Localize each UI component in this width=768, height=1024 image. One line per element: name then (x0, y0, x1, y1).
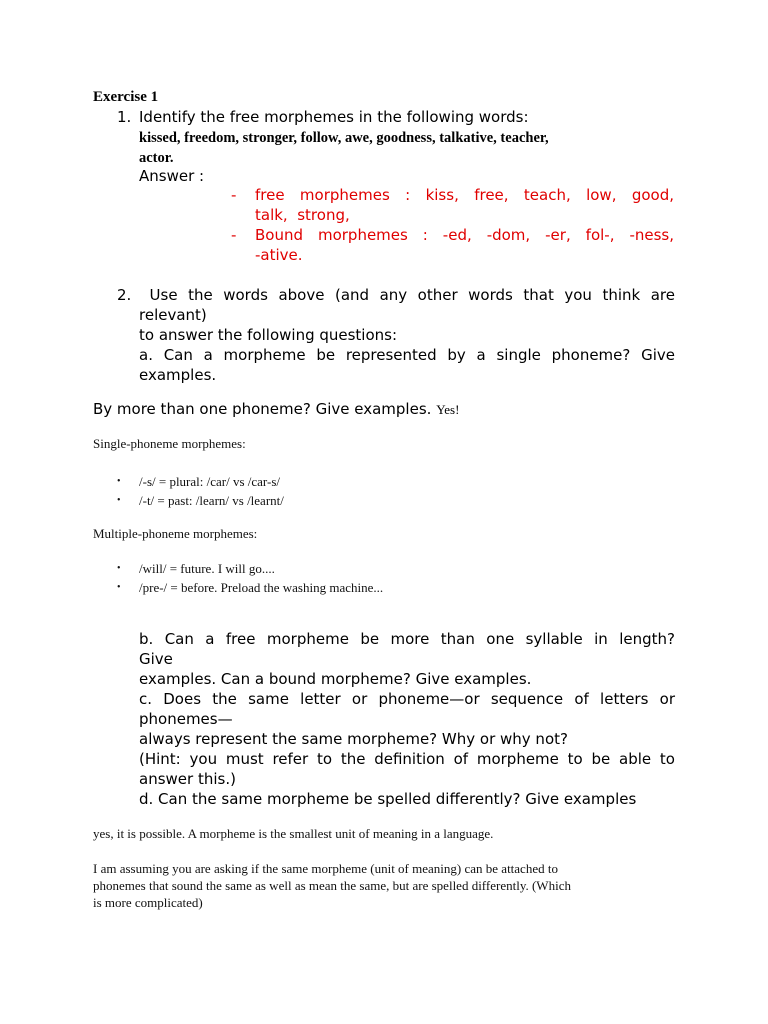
single-phoneme-heading: Single-phoneme morphemes: (93, 436, 246, 451)
question-c-line-4: (Hint: you must refer to the definition of morpheme to be able to (139, 750, 675, 768)
bullet-icon: • (117, 476, 121, 487)
questions-b-c-d (139, 629, 675, 809)
multiple-phoneme-heading: Multiple-phoneme morphemes: (93, 526, 258, 541)
dash-marker: - (231, 226, 237, 244)
bullet-icon: • (117, 495, 121, 506)
question-c-line-3: always represent the same morpheme? Why or why not? (139, 730, 568, 748)
question-2-line-2: relevant) (139, 306, 207, 324)
question-d-line-1: d. Can the same morpheme be spelled differently? Give examples (139, 790, 637, 808)
dash-marker: - (231, 186, 237, 204)
answer-paragraph-2 (93, 860, 683, 911)
list-item-text: /-t/ = past: /learn/ vs /learnt/ (139, 493, 284, 508)
answer-item-free (231, 185, 674, 225)
answer-item-bound (231, 225, 674, 265)
list-item (117, 491, 284, 510)
question-1-word-list (139, 128, 659, 168)
answer-paragraph-2-line-2: phonemes that sound the same as well as mean the same, but are spelled differently. (Which (93, 878, 571, 893)
question-2-line-1: Use the words above (and any other words that you think are (139, 286, 675, 304)
question-2-line-4: a. Can a morpheme be represented by a single phoneme? Give (139, 346, 675, 364)
answer-paragraph-2-line-1: I am assuming you are asking if the same morpheme (unit of meaning) can be attached to (93, 861, 558, 876)
by-more-question-text: By more than one phoneme? Give examples. (93, 400, 432, 418)
list-item (117, 578, 383, 597)
answer-free-line-2: talk, strong, (255, 206, 350, 224)
answer-bound-line-2: -ative. (255, 246, 303, 264)
exercise-title: Exercise 1 (93, 89, 159, 105)
question-c-line-2: phonemes— (139, 710, 233, 728)
question-b-line-2: Give (139, 650, 173, 668)
answer-label: Answer : (139, 167, 205, 185)
question-2 (117, 285, 675, 385)
question-2-line-3: to answer the following questions: (139, 326, 398, 344)
question-1-text: Identify the free morphemes in the following words: (139, 108, 529, 126)
by-more-question (93, 400, 459, 418)
multiple-phoneme-list (117, 559, 383, 597)
list-item (117, 472, 284, 491)
answer-paragraph-2-line-3: is more complicated) (93, 895, 203, 910)
question-2-line-5: examples. (139, 366, 217, 384)
bullet-icon: • (117, 582, 121, 593)
list-item-text: /will/ = future. I will go.... (139, 561, 275, 576)
answer-paragraph-1: yes, it is possible. A morpheme is the smallest unit of meaning in a language. (93, 826, 494, 841)
question-c-line-1: c. Does the same letter or phoneme—or sequence of letters or (139, 690, 675, 708)
question-2-number: 2. (117, 286, 132, 304)
question-c-line-5: answer this.) (139, 770, 236, 788)
list-item-text: /-s/ = plural: /car/ vs /car-s/ (139, 474, 281, 489)
question-b-line-1: b. Can a free morpheme be more than one syllable in length? (139, 630, 675, 648)
question-1-answer-list (231, 185, 674, 265)
list-item (117, 559, 383, 578)
answer-bound-line-1: Bound morphemes : -ed, -dom, -er, fol-, -ness, (255, 226, 674, 244)
bullet-icon: • (117, 563, 121, 574)
word-list-line-1: kissed, freedom, stronger, follow, awe, goodness, talkative, teacher, (139, 130, 549, 146)
by-more-answer: Yes! (436, 402, 460, 417)
question-1-number: 1. (117, 108, 132, 126)
answer-free-line-1: free morphemes : kiss, free, teach, low, good, (255, 186, 674, 204)
list-item-text: /pre-/ = before. Preload the washing machine... (139, 580, 384, 595)
word-list-line-2: actor. (139, 150, 174, 166)
question-b-line-3: examples. Can a bound morpheme? Give examples. (139, 670, 532, 688)
single-phoneme-list (117, 472, 284, 510)
question-1-prompt (117, 108, 529, 126)
